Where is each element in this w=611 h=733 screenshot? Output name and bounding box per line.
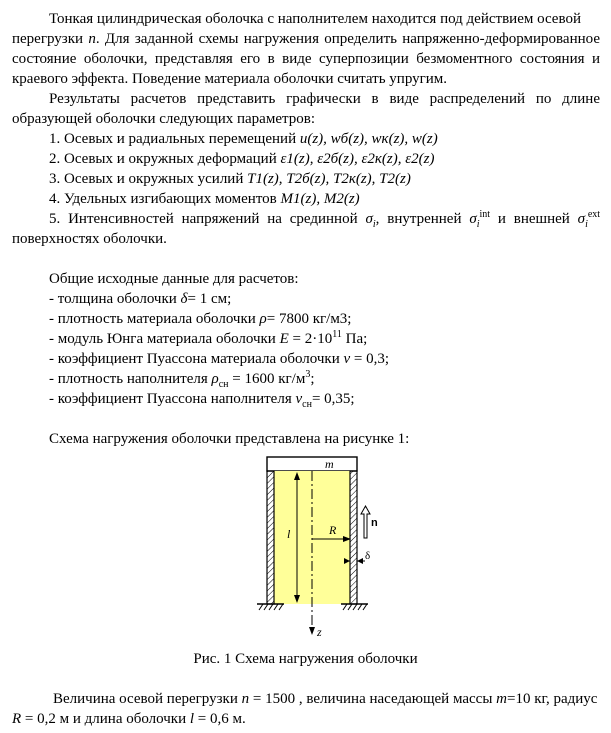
result-item-5-end: поверхностях оболочки.	[12, 231, 167, 247]
overload-label: n	[371, 517, 378, 529]
results-line-2: образующей оболочки следующих параметров:	[12, 111, 315, 127]
result-item-5: 5. Интенсивностей напряжений на срединной $\sigma_i$, внутренней $\sigma_i^{int}$ и внешней $\sigma_i^{ext}$	[49, 209, 601, 230]
radius-label: R	[329, 523, 337, 537]
result-item-4: 4. Удельных изгибающих моментов M1(z), M2(z)	[49, 191, 360, 207]
z-axis-arrow	[309, 627, 315, 635]
left-shell-wall	[267, 471, 274, 604]
intro-line-1: Тонкая цилиндрическая оболочка с наполнителем находится под действием осевой	[49, 11, 581, 27]
param-filler-density: - плотность наполнителя $\rho_{сн} = 1600$ $кг/м^3$;	[49, 369, 315, 390]
final-line-2: R = 0,2 м и длина оболочки l = 0,6 м.	[12, 711, 246, 727]
intro-line-4: краевого эффекта. Поведение материала оболочки считать упругим.	[12, 71, 448, 87]
param-filler-poisson: - коэффициент Пуассона наполнителя $\nu_{сн}= 0,35$;	[49, 391, 355, 410]
support-hatching	[259, 604, 367, 610]
mass-label: m	[325, 457, 334, 471]
result-item-1: 1. Осевых и радиальных перемещений u(z), wб(z), wк(z), w(z)	[49, 131, 438, 147]
scheme-text: Схема нагружения оболочки представлена на рисунке 1:	[49, 431, 410, 447]
intro-line-2: перегрузки n. Для заданной схемы нагружения определить напряженно-деформированное	[12, 31, 600, 47]
results-line-1: Результаты расчетов представить графически в виде распределений по длине	[49, 91, 600, 107]
thickness-label: δ	[365, 550, 371, 562]
figure-caption: Рис. 1 Схема нагружения оболочки	[193, 651, 418, 667]
mass-block	[267, 457, 357, 471]
params-title: Общие исходные данные для расчетов:	[49, 271, 299, 287]
final-line-1: Величина осевой перегрузки n = 1500 , величина наседающей массы m=10 кг, радиус	[53, 691, 598, 707]
param-young-modulus: - модуль Юнга материала оболочки $E = 2\cdot 10^{11}$ Па;	[49, 329, 368, 347]
loading-scheme-figure	[255, 450, 380, 642]
result-item-1-formula: u(z), wб(z), wк(z), w(z)	[299, 131, 438, 147]
param-shell-density: - плотность материала оболочки ρ= 7800 кг/м3;	[49, 311, 352, 327]
result-item-3: 3. Осевых и окружных усилий T1(z), T2б(z), T2к(z), T2(z)	[49, 171, 411, 187]
result-item-4-formula: M1(z), M2(z)	[280, 191, 360, 207]
z-label: z	[317, 625, 322, 639]
result-item-2: 2. Осевых и окружных деформаций ε1(z), ε2б(z), ε2к(z), ε2(z)	[49, 151, 435, 167]
result-item-2-formula: ε1(z), ε2б(z), ε2к(z), ε2(z)	[280, 151, 435, 167]
param-thickness: - толщина оболочки δ= 1 см;	[49, 291, 232, 307]
length-label: l	[287, 527, 291, 541]
right-shell-wall	[350, 471, 357, 604]
result-item-3-formula: T1(z), T2б(z), T2к(z), T2(z)	[247, 171, 411, 187]
overload-symbol: n	[88, 31, 96, 47]
param-shell-poisson: - коэффициент Пуассона материала оболочки ν = 0,3;	[49, 351, 390, 367]
overload-arrow	[361, 506, 370, 538]
intro-line-3: состояние оболочки, представляя его в виде суперпозиции безмоментного состояния и	[12, 51, 600, 67]
